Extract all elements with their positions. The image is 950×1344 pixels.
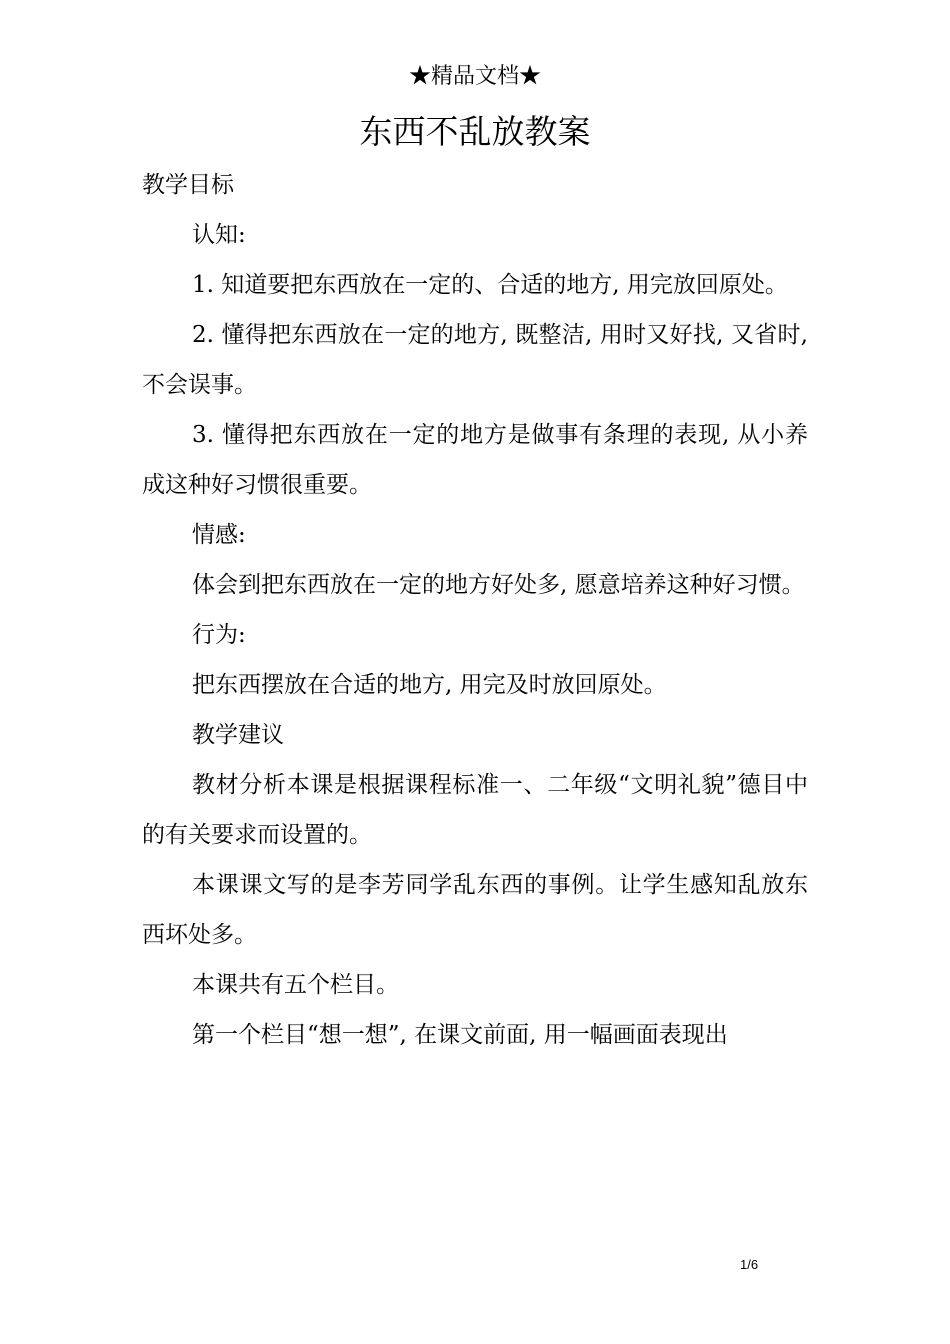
paragraph-item-1: 1. 知道要把东西放在一定的、合适的地方, 用完放回原处。 [192, 272, 788, 298]
paragraph-columns: 本课共有五个栏目。 [192, 972, 399, 998]
paragraph-lesson-text: 本课课文写的是李芳同学乱东西的事例。让学生感知乱放东西坏处多。 [142, 872, 808, 948]
paragraph-behavior-text: 把东西摆放在合适的地方, 用完及时放回原处。 [192, 672, 667, 698]
page-header: ★精品文档★ [408, 64, 541, 89]
paragraph-section-heading: 教学目标 [142, 172, 234, 198]
paragraph-emotion-label: 情感: [192, 522, 246, 548]
paragraph-behavior-label: 行为: [192, 622, 246, 648]
paragraph-suggestion-heading: 教学建议 [192, 722, 284, 748]
paragraph-item-3: 3. 懂得把东西放在一定的地方是做事有条理的表现, 从小养成这种好习惯很重要。 [142, 422, 808, 498]
paragraph-analysis: 教材分析本课是根据课程标准一、二年级“文明礼貌”德目中的有关要求而设置的。 [142, 772, 808, 848]
paragraph-first-column: 第一个栏目“想一想”, 在课文前面, 用一幅画面表现出 [192, 1022, 728, 1048]
document-title: 东西不乱放教案 [359, 112, 591, 151]
paragraph-item-2: 2. 懂得把东西放在一定的地方, 既整洁, 用时又好找, 又省时, 不会误事。 [142, 322, 808, 398]
paragraph-emotion-text: 体会到把东西放在一定的地方好处多, 愿意培养这种好习惯。 [192, 572, 805, 598]
document-body [142, 160, 808, 1060]
page-number: 1/6 [740, 1257, 759, 1272]
paragraph-cognition-label: 认知: [192, 222, 246, 248]
